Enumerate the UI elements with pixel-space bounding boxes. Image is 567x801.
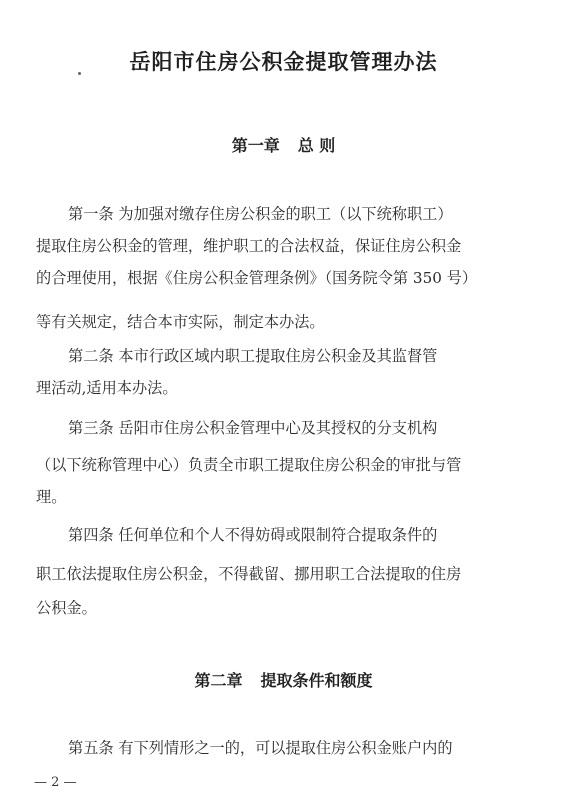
article-5-line-1: 第五条 有下列情形之一的，可以提取住房公积金账户内的 xyxy=(68,739,453,757)
chapter-1-number: 第一章 xyxy=(231,136,280,155)
article-2-line-1: 第二条 本市行政区域内职工提取住房公积金及其监督管 xyxy=(68,347,438,365)
article-4-line-1: 第四条 任何单位和个人不得妨碍或限制符合提取条件的 xyxy=(68,526,438,544)
document-title: 岳阳市住房公积金提取管理办法 xyxy=(129,50,438,74)
article-2-line-2: 理活动,适用本办法。 xyxy=(36,379,178,397)
chapter-1-name: 总 则 xyxy=(297,136,336,155)
article-3-line-2: （以下统称管理中心）负责全市职工提取住房公积金的审批与管 xyxy=(36,456,462,474)
article-4-line-2: 职工依法提取住房公积金，不得截留、挪用职工合法提取的住房 xyxy=(36,565,462,583)
article-4-line-3: 公积金。 xyxy=(36,599,97,617)
article-1-line-1: 第一条 为加强对缴存住房公积金的职工（以下统称职工） xyxy=(68,205,453,223)
chapter-1-heading xyxy=(0,133,567,156)
article-3-line-3: 理。 xyxy=(36,488,67,506)
chapter-2-number: 第二章 xyxy=(194,671,243,690)
article-1-line-2: 提取住房公积金的管理，维护职工的合法权益，保证住房公积金 xyxy=(36,237,462,255)
page-number: — 2 — xyxy=(34,775,77,790)
article-1-line-4: 等有关规定，结合本市实际，制定本办法。 xyxy=(36,313,325,331)
chapter-2-name: 提取条件和额度 xyxy=(260,671,373,690)
chapter-2-heading xyxy=(0,668,567,691)
article-1-line-3: 的合理使用，根据《住房公积金管理条例》（国务院令第 350 号） xyxy=(36,269,478,287)
article-3-line-1: 第三条 岳阳市住房公积金管理中心及其授权的分支机构 xyxy=(68,419,438,437)
